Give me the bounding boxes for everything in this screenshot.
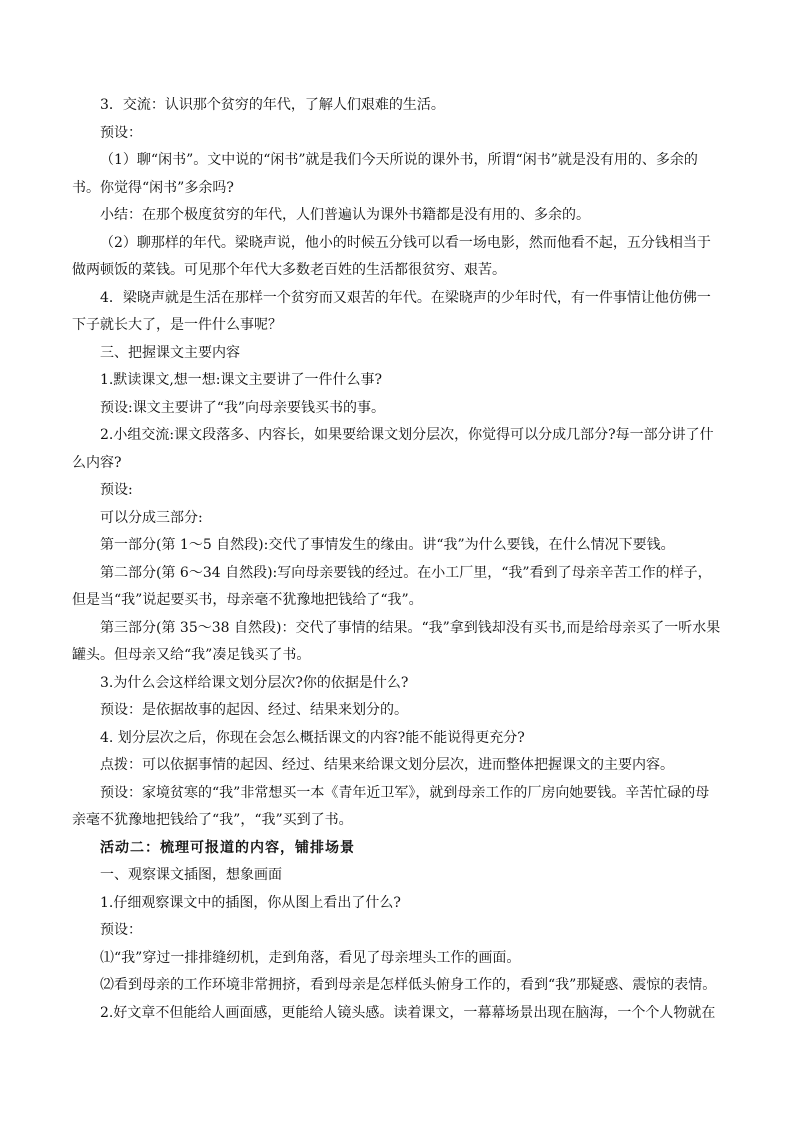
section-heading-main-content: 三、把握课文主要内容	[100, 344, 240, 361]
paragraph-observe-illustration: 1.仔细观察课文中的插图，你从图上看出了什么?	[100, 894, 401, 911]
paragraph-scene-two: ⑵看到母亲的工作环境非常拥挤，看到母亲是怎样低头俯身工作的，看到“我”那疑惑、震惊的表情。	[100, 977, 717, 993]
paragraph-summary: 小结：在那个极度贫穷的年代，人们普遍认为课外书籍都是没有用的、多余的。	[100, 207, 590, 223]
paragraph-silent-reading: 1.默读课文,想一想:课文主要讲了一件什么事?	[100, 372, 383, 388]
paragraph-three-parts: 可以分成三部分:	[100, 509, 203, 526]
paragraph-that-era: （2）聊那样的年代。梁晓声说，他小的时候五分钱可以看一场电影，然而他看不起，五分钱相当于做两顿饭的菜钱。可见那个年代大多数老百姓的生活都很贫穷、艰苦。	[72, 234, 711, 278]
paragraph-preset-label-2: 预设:	[100, 482, 133, 498]
paragraph-question-4: 4．梁晓声就是生活在那样一个贫穷而又艰苦的年代。在梁晓声的少年时代，有一件事情让他仿佛一下子就长大了，是一件什么事呢？	[72, 289, 711, 333]
paragraph-scene-one: ⑴“我”穿过一排排缝纫机，走到角落，看见了母亲埋头工作的画面。	[100, 949, 521, 966]
paragraph-summarize-question: 4. 划分层次之后，你现在会怎么概括课文的内容?能不能说得更充分?	[100, 729, 525, 746]
paragraph-preset-main-event: 预设:课文主要讲了“我”向母亲要钱买书的事。	[100, 399, 386, 416]
paragraph-preset-label: 预设：	[100, 124, 142, 141]
document-body	[72, 92, 722, 1027]
paragraph-part-three: 第三部分(第 35～38 自然段)：交代了事情的结果。“我”拿到钱却没有买书,而是给母亲买了一听水果罐头。但母亲又给“我”凑足钱买了书。	[72, 619, 721, 663]
paragraph-preset-basis: 预设：是依据故事的起因、经过、结果来划分的。	[100, 702, 408, 718]
section-heading-illustration: 一、观察课文插图，想象画面	[100, 867, 282, 883]
paragraph-guidance: 点拨：可以依据事情的起因、经过、结果来给课文划分层次，进而整体把握课文的主要内容。	[100, 757, 674, 773]
paragraph-part-two: 第二部分(第 6～34 自然段):写向母亲要钱的经过。在小工厂里，“我”看到了母亲辛苦工作的样子，但是当“我”说起要买书，母亲毫不犹豫地把钱给了“我”。	[72, 564, 712, 608]
paragraph-idle-books: （1）聊“闲书”。文中说的“闲书”就是我们今天所说的课外书，所谓“闲书”就是没有用的、多余的书。你觉得“闲书”多余吗?	[72, 152, 698, 196]
paragraph-why-division: 3.为什么会这样给课文划分层次?你的依据是什么?	[100, 674, 409, 691]
paragraph-preset-summary: 预设：家境贫寒的“我”非常想买一本《青年近卫军》，就到母亲工作的厂房向她要钱。辛苦忙碌的母亲毫不犹豫地把钱给了“我”，“我”买到了书。	[72, 784, 710, 828]
paragraph-exchange-topic: 3．交流：认识那个贫穷的年代，了解人们艰难的生活。	[100, 97, 445, 113]
paragraph-group-exchange: 2.小组交流:课文段落多、内容长，如果要给课文划分层次，你觉得可以分成几部分?每一部分讲了什么内容?	[72, 427, 714, 471]
activity-two-heading: 活动二：梳理可报道的内容，铺排场景	[100, 839, 355, 856]
paragraph-part-one: 第一部分(第 1～5 自然段):交代了事情发生的缘由。讲“我”为什么要钱，在什么情况下要钱。	[100, 537, 675, 553]
paragraph-camera-sense: 2.好文章不但能给人画面感，更能给人镜头感。读着课文，一幕幕场景出现在脑海，一个个人物就在	[100, 1004, 716, 1021]
paragraph-preset-label-3: 预设：	[100, 922, 142, 938]
